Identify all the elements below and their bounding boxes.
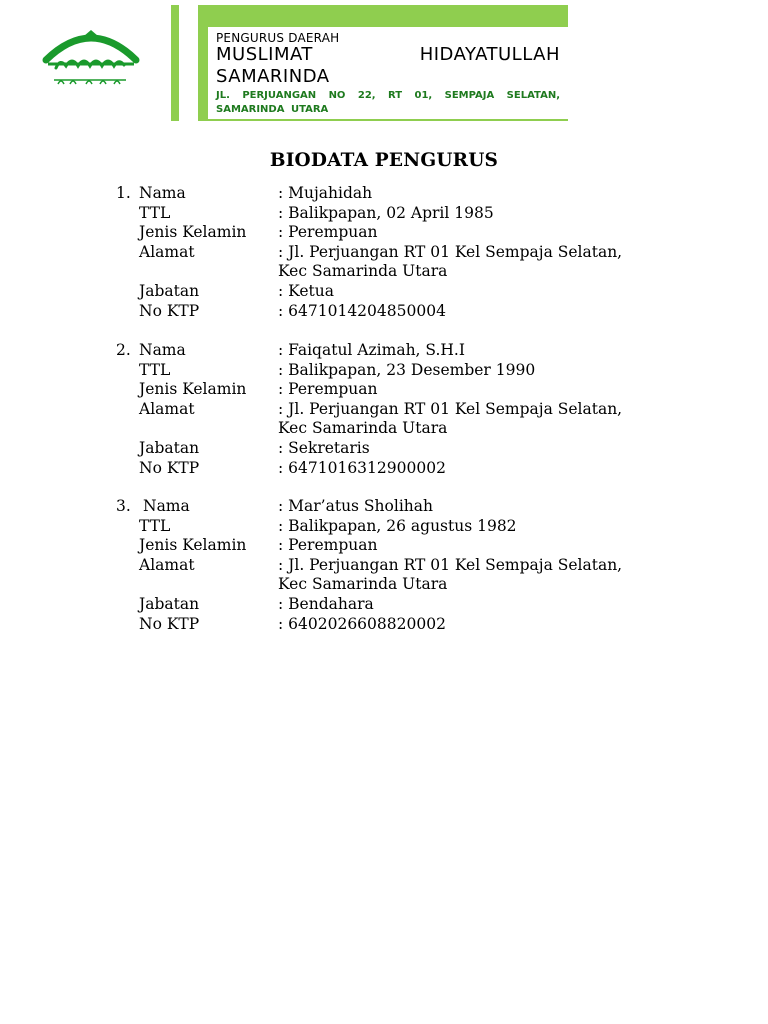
- value-jabatan: : Sekretaris: [278, 438, 370, 457]
- value-alamat-line2: Kec Samarinda Utara: [278, 575, 448, 594]
- label-nama: Nama: [139, 184, 186, 202]
- value-jenis-kelamin: : Perempuan: [278, 223, 378, 242]
- value-nama: : Mar’atus Sholihah: [278, 497, 433, 515]
- biodata-entry: [116, 341, 676, 478]
- value-no-ktp: : 6402026608820002: [278, 614, 446, 633]
- value-alamat: : Jl. Perjuangan RT 01 Kel Sempaja Selatan,: [278, 242, 623, 261]
- muslimat-logo: [40, 30, 142, 92]
- biodata-entry: [116, 184, 676, 321]
- value-alamat: : Jl. Perjuangan RT 01 Kel Sempaja Selatan,: [278, 399, 623, 418]
- value-jabatan: : Ketua: [278, 281, 334, 300]
- entry-number: 2.: [116, 341, 131, 359]
- value-ttl: : Balikpapan, 23 Desember 1990: [278, 360, 536, 379]
- value-alamat-line2: Kec Samarinda Utara: [278, 262, 448, 281]
- label-alamat: Alamat: [139, 242, 195, 261]
- value-ttl: : Balikpapan, 02 April 1985: [278, 203, 494, 222]
- entry-number: 1.: [116, 184, 131, 202]
- value-ttl: : Balikpapan, 26 agustus 1982: [278, 516, 517, 535]
- value-jenis-kelamin: : Perempuan: [278, 536, 378, 555]
- label-alamat: Alamat: [139, 555, 195, 574]
- organization-address: JL. PERJUANGAN NO 22, RT 01, SEMPAJA SELATAN, SAMARINDA UTARA: [216, 90, 560, 115]
- value-jenis-kelamin: : Perempuan: [278, 380, 378, 399]
- header-bottom-rule: [198, 119, 568, 121]
- label-nama: Nama: [143, 497, 190, 515]
- label-no-ktp: No KTP: [139, 458, 200, 477]
- label-ttl: TTL: [139, 203, 171, 222]
- header-accent-bar: [171, 5, 179, 121]
- value-alamat: : Jl. Perjuangan RT 01 Kel Sempaja Selatan,: [278, 555, 623, 574]
- label-no-ktp: No KTP: [139, 614, 200, 633]
- label-jenis-kelamin: Jenis Kelamin: [139, 380, 247, 399]
- value-jabatan: : Bendahara: [278, 594, 374, 613]
- value-nama: : Faiqatul Azimah, S.H.I: [278, 341, 465, 359]
- label-ttl: TTL: [139, 516, 171, 535]
- page-title: BIODATA PENGURUS: [269, 150, 499, 171]
- entry-number: 3.: [116, 497, 131, 515]
- label-nama: Nama: [139, 341, 186, 359]
- header-top-bar: [198, 5, 568, 27]
- label-jenis-kelamin: Jenis Kelamin: [139, 536, 247, 555]
- value-nama: : Mujahidah: [278, 184, 373, 202]
- label-alamat: Alamat: [139, 399, 195, 418]
- label-jenis-kelamin: Jenis Kelamin: [139, 223, 247, 242]
- value-no-ktp: : 6471014204850004: [278, 301, 446, 320]
- header-subtitle: PENGURUS DAERAH: [216, 31, 340, 45]
- biodata-entry: [116, 497, 676, 634]
- value-no-ktp: : 6471016312900002: [278, 458, 446, 477]
- label-jabatan: Jabatan: [139, 281, 200, 300]
- organization-name: MUSLIMAT HIDAYATULLAH SAMARINDA: [216, 44, 560, 87]
- label-ttl: TTL: [139, 360, 171, 379]
- label-jabatan: Jabatan: [139, 594, 200, 613]
- label-no-ktp: No KTP: [139, 301, 200, 320]
- label-jabatan: Jabatan: [139, 438, 200, 457]
- value-alamat-line2: Kec Samarinda Utara: [278, 419, 448, 438]
